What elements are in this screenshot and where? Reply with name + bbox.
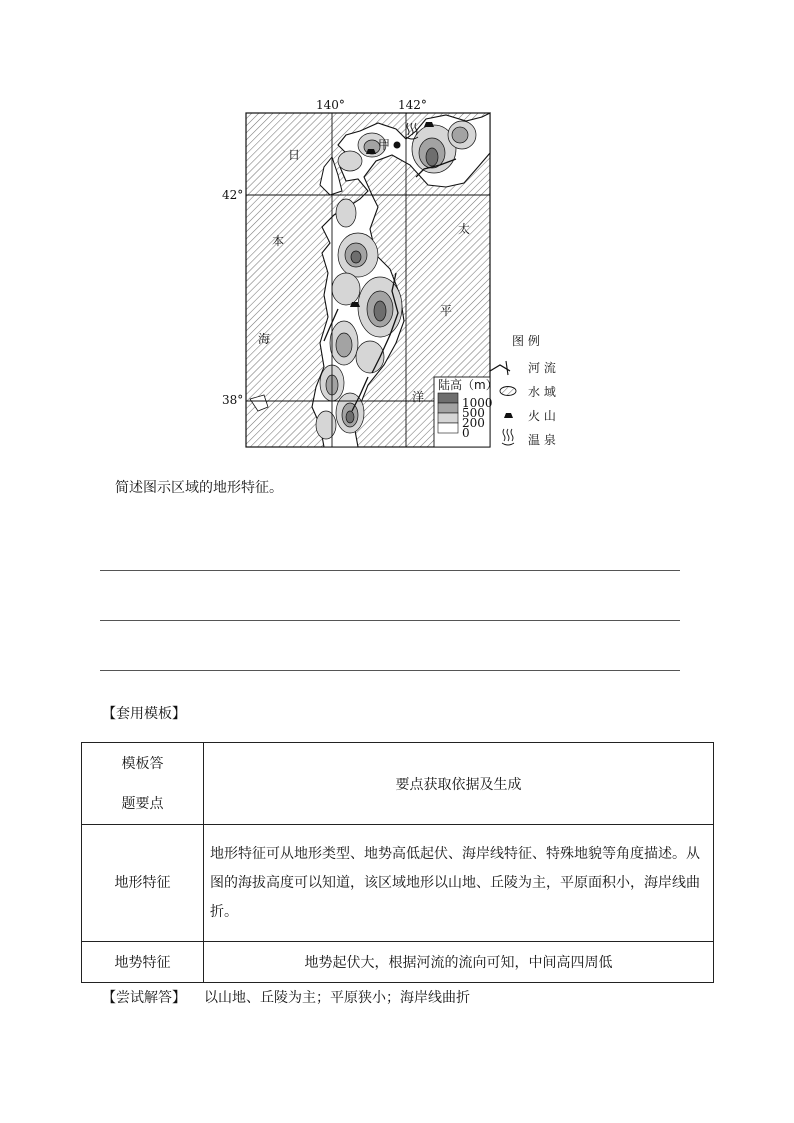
lat-label-42: 42°	[222, 188, 244, 202]
water-body-icon	[500, 387, 516, 396]
lat-label-38: 38°	[222, 393, 244, 407]
sea-pacific-char-2: 平	[440, 304, 453, 318]
attempt-label: 【尝试解答】	[102, 990, 186, 1006]
section-title: 【套用模板】	[102, 706, 186, 722]
elevation-level-200: 200	[462, 416, 485, 430]
sea-japan-char-3: 海	[258, 332, 271, 346]
row-value-cell: 地势起伏大，根据河流的流向可知，中间高四周低	[204, 942, 714, 983]
legend-water-label: 水 域	[528, 385, 556, 399]
legend-river-label: 河 流	[528, 361, 556, 375]
header-cell-value: 要点获取依据及生成	[204, 743, 714, 825]
legend-hot-spring-label: 温 泉	[528, 433, 556, 447]
table-row	[82, 942, 714, 983]
sea-pacific-char-1: 太	[458, 222, 471, 236]
answer-line	[100, 670, 680, 671]
elevation-legend	[434, 377, 498, 447]
legend-title: 图 例	[512, 334, 540, 348]
attempt-text: 以山地、丘陵为主；平原狭小；海岸线曲折	[204, 990, 470, 1006]
elevation-swatch-200	[438, 413, 458, 423]
header-key-line-2: 题要点	[121, 795, 164, 812]
hot-spring-icon	[502, 429, 514, 445]
elevation-level-500: 500	[462, 406, 485, 420]
place-jia-label: 甲	[378, 138, 391, 152]
elevation-swatch-500	[438, 403, 458, 413]
row-key-cell: 地势特征	[82, 942, 204, 983]
sea-japan-char-2: 本	[272, 234, 285, 248]
lon-label-140: 140°	[316, 98, 345, 112]
topographic-map	[220, 95, 580, 455]
row-value-cell: 地形特征可从地形类型、地势高低起伏、海岸线特征、特殊地貌等角度描述。从图的海拔高度可以知道，该区域地形以山地、丘陵为主，平原面积小，海岸线曲折。	[204, 825, 714, 942]
header-key-line-1: 模板答	[121, 755, 164, 772]
answer-line	[100, 570, 680, 571]
place-jia-marker	[394, 142, 401, 149]
attempt-answer	[102, 987, 470, 1007]
elevation-swatch-1000	[438, 393, 458, 403]
table-row	[82, 825, 714, 942]
header-cell-key	[82, 743, 204, 825]
question-text: 简述图示区域的地形特征。	[115, 480, 283, 496]
legend-volcano-label: 火 山	[528, 409, 556, 423]
volcano-icon	[504, 413, 513, 418]
answer-line	[100, 620, 680, 621]
elevation-swatch-0	[438, 423, 458, 433]
symbol-legend	[490, 333, 556, 447]
elevation-level-1000: 1000	[462, 396, 493, 410]
sea-pacific-char-3: 洋	[412, 390, 425, 404]
elevation-legend-title: 陆高（m）	[438, 378, 498, 392]
template-table	[81, 742, 714, 983]
table-header-row	[82, 743, 714, 825]
row-key-cell: 地形特征	[82, 825, 204, 942]
sea-japan-char-1: 日	[288, 148, 301, 162]
river-icon	[490, 361, 510, 375]
lon-label-142: 142°	[398, 98, 427, 112]
elevation-level-0: 0	[462, 426, 470, 440]
